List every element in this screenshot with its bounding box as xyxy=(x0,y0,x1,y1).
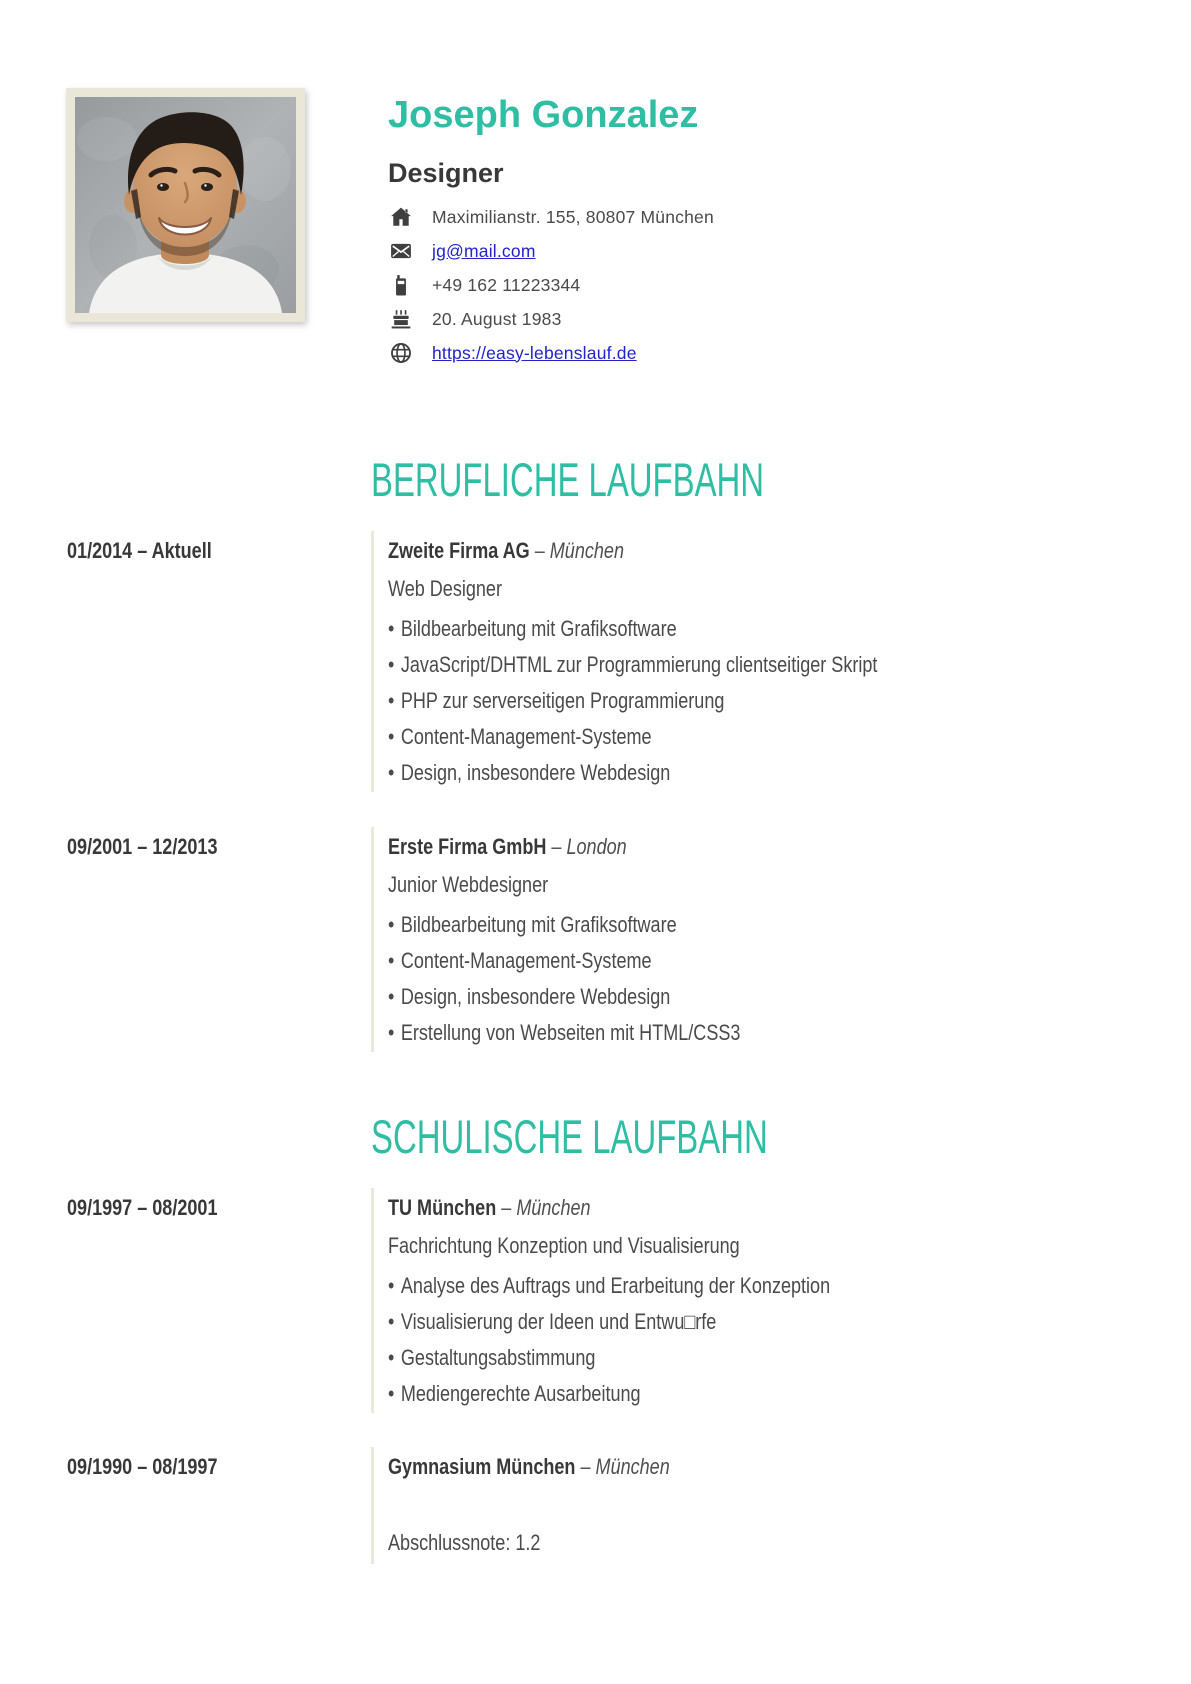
study-subject: Fachrichtung Konzeption und Visualisierung xyxy=(388,1233,740,1258)
bullet-item: • Bildbearbeitung mit Grafiksoftware xyxy=(388,912,677,937)
section-heading: SCHULISCHE LAUFBAHN xyxy=(371,1110,768,1163)
bullet-item: • Design, insbesondere Webdesign xyxy=(388,760,671,785)
bullet-list xyxy=(388,1273,1161,1407)
study-subject xyxy=(388,1492,1161,1518)
bullet-item: • Erstellung von Webseiten mit HTML/CSS3 xyxy=(388,1020,741,1045)
experience-entry xyxy=(0,531,1191,792)
entry-body xyxy=(371,1188,1191,1413)
entry-title xyxy=(388,1195,1161,1221)
education-entry xyxy=(0,1188,1191,1413)
bullet-dot: • xyxy=(388,652,395,677)
bullet-dot: • xyxy=(388,688,395,713)
company-name: Erste Firma GmbH xyxy=(388,834,547,859)
email-link[interactable]: jg@mail.com xyxy=(432,240,536,261)
bullet-item: • Content-Management-Systeme xyxy=(388,724,652,749)
bullet-dot: • xyxy=(388,616,395,641)
section-berufliche-laufbahn xyxy=(0,453,1191,1052)
final-grade-note: Abschlussnote: 1.2 xyxy=(388,1530,541,1555)
bullet-dot: • xyxy=(388,1273,395,1298)
bullet-item: • Gestaltungsabstimmung xyxy=(388,1345,596,1370)
bullet-item: • PHP zur serverseitigen Programmierung xyxy=(388,688,725,713)
bullet-dot: • xyxy=(388,984,395,1009)
entry-body xyxy=(371,827,1191,1052)
bullet-item: • Analyse des Auftrags und Erarbeitung der Konzeption xyxy=(388,1273,831,1298)
person-title: Designer xyxy=(388,158,504,188)
job-title: Web Designer xyxy=(388,576,502,601)
location: London xyxy=(566,834,627,859)
bullet-item: • Content-Management-Systeme xyxy=(388,948,652,973)
entry-title xyxy=(388,834,1161,860)
entry-date: 09/1997 – 08/2001 xyxy=(67,1195,218,1220)
bullet-dot: • xyxy=(388,1381,395,1406)
entry-body xyxy=(371,1447,1191,1564)
bullet-item: • Visualisierung der Ideen und Entwu□rfe xyxy=(388,1309,717,1334)
school-name: TU München xyxy=(388,1195,497,1220)
entry-date: 09/1990 – 08/1997 xyxy=(67,1454,218,1479)
bullet-dot: • xyxy=(388,912,395,937)
location-separator: – xyxy=(534,538,545,563)
bullet-item: • JavaScript/DHTML zur Programmierung clientseitiger Skript xyxy=(388,652,878,677)
website-link[interactable]: https://easy-lebenslauf.de xyxy=(432,342,637,363)
company-name: Zweite Firma AG xyxy=(388,538,530,563)
bullet-dot: • xyxy=(388,724,395,749)
bullet-dot: • xyxy=(388,1345,395,1370)
bullet-dot: • xyxy=(388,1309,395,1334)
entry-date: 01/2014 – Aktuell xyxy=(67,538,212,563)
section-schulische-laufbahn xyxy=(0,1110,1191,1564)
location-separator: – xyxy=(551,834,562,859)
location: München xyxy=(595,1454,670,1479)
person-name: Joseph Gonzalez xyxy=(388,94,699,136)
bullet-list xyxy=(388,616,1161,786)
bullet-list xyxy=(388,912,1161,1046)
experience-entry xyxy=(0,827,1191,1052)
location-separator: – xyxy=(580,1454,591,1479)
entry-date: 09/2001 – 12/2013 xyxy=(67,834,218,859)
section-heading: BERUFLICHE LAUFBAHN xyxy=(371,453,765,506)
location: München xyxy=(549,538,624,563)
bullet-dot: • xyxy=(388,1020,395,1045)
bullet-item: • Mediengerechte Ausarbeitung xyxy=(388,1381,641,1406)
location-separator: – xyxy=(501,1195,512,1220)
job-title: Junior Webdesigner xyxy=(388,872,549,897)
bullet-item: • Design, insbesondere Webdesign xyxy=(388,984,671,1009)
entry-body xyxy=(371,531,1191,792)
entry-title xyxy=(388,1454,1161,1480)
education-entry xyxy=(0,1447,1191,1564)
location: München xyxy=(516,1195,591,1220)
phone-text: +49 162 11223344 xyxy=(432,274,581,295)
school-name: Gymnasium München xyxy=(388,1454,576,1479)
address-text: Maximilianstr. 155, 80807 München xyxy=(432,206,714,227)
birthday-text: 20. August 1983 xyxy=(432,308,562,329)
bullet-dot: • xyxy=(388,948,395,973)
bullet-item: • Bildbearbeitung mit Grafiksoftware xyxy=(388,616,677,641)
entry-title xyxy=(388,538,1161,564)
bullet-dot: • xyxy=(388,760,395,785)
